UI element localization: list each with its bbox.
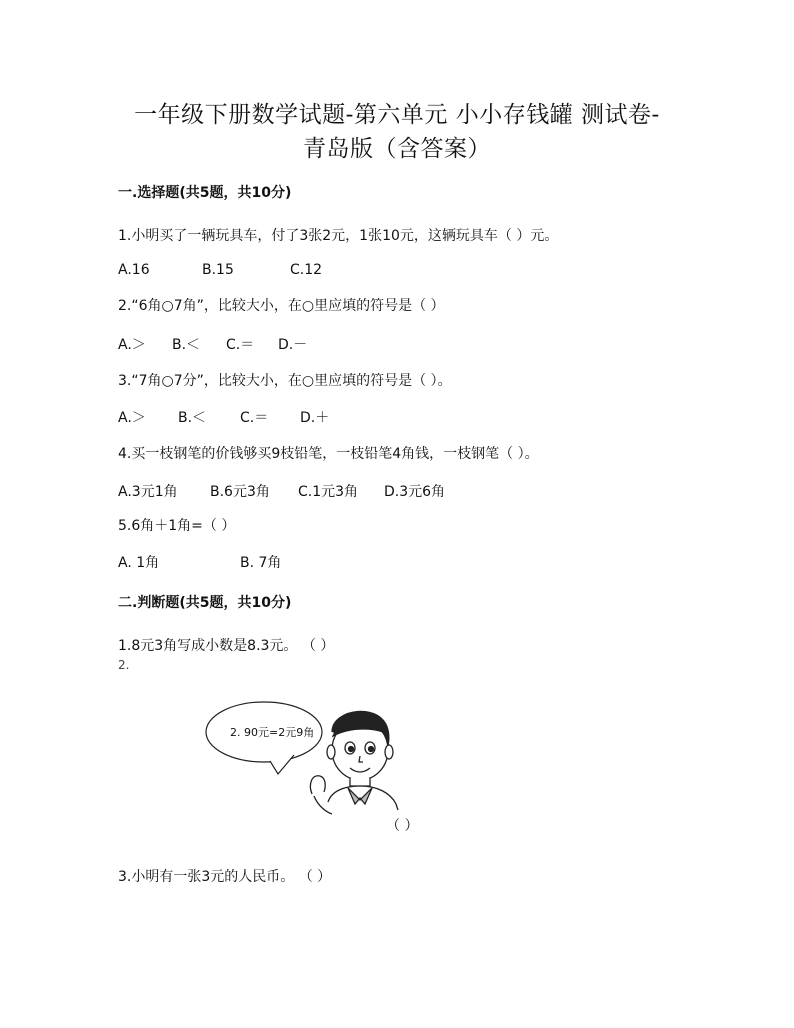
- question-4: 4.买一枝钢笔的价钱够买9枝铅笔，一枝铅笔4角钱，一枝钢笔（ ）。: [118, 446, 539, 462]
- option: B.6元3角: [210, 484, 270, 500]
- question-5: 5.6角＋1角=（ ）: [118, 518, 236, 534]
- option: C.＝: [240, 410, 269, 426]
- question-1: 1.小明买了一辆玩具车，付了3张2元，1张10元，这辆玩具车（ ）元。: [118, 228, 559, 244]
- section2-heading: 二.判断题(共5题，共10分): [118, 595, 292, 611]
- document-title-line1: 一年级下册数学试题-第六单元 小小存钱罐 测试卷-: [134, 102, 660, 128]
- option: A. 1角: [118, 555, 160, 571]
- option: B.15: [202, 262, 234, 278]
- option: D.－: [278, 337, 308, 353]
- question-2: 2.“6角○7角”，比较大小，在○里应填的符号是（ ）: [118, 298, 445, 314]
- judge-question-2-answer-paren: （ ）: [386, 818, 419, 834]
- judge-question-2-number: 2.: [118, 658, 130, 672]
- option: C.＝: [226, 337, 255, 353]
- question-1-options: [118, 262, 322, 278]
- option: A.16: [118, 262, 150, 278]
- option: A.＞: [118, 337, 146, 353]
- question-5-options: [118, 552, 281, 572]
- judge-question-1: 1.8元3角写成小数是8.3元。 （ ）: [118, 638, 335, 654]
- option: B.＜: [178, 410, 207, 426]
- question-3: 3.“7角○7分”，比较大小，在○里应填的符号是（ ）。: [118, 373, 452, 389]
- boy-icon: [310, 711, 398, 814]
- question-3-options: [118, 407, 329, 427]
- option: B. 7角: [240, 555, 282, 571]
- speech-bubble-text: 2. 90元=2元9角: [230, 726, 315, 739]
- document-title-line2: 青岛版（含答案）: [303, 136, 491, 162]
- question-2-options: [118, 334, 307, 354]
- option: B.＜: [172, 337, 201, 353]
- section1-heading: 一.选择题(共5题，共10分): [118, 185, 292, 201]
- option: A.＞: [118, 410, 146, 426]
- option: D.3元6角: [384, 484, 446, 500]
- option: C.1元3角: [298, 484, 359, 500]
- judge-question-3: 3.小明有一张3元的人民币。 （ ）: [118, 869, 332, 885]
- option: A.3元1角: [118, 484, 178, 500]
- question-4-options: [118, 481, 445, 501]
- option: C.12: [290, 262, 323, 278]
- option: D.＋: [300, 410, 330, 426]
